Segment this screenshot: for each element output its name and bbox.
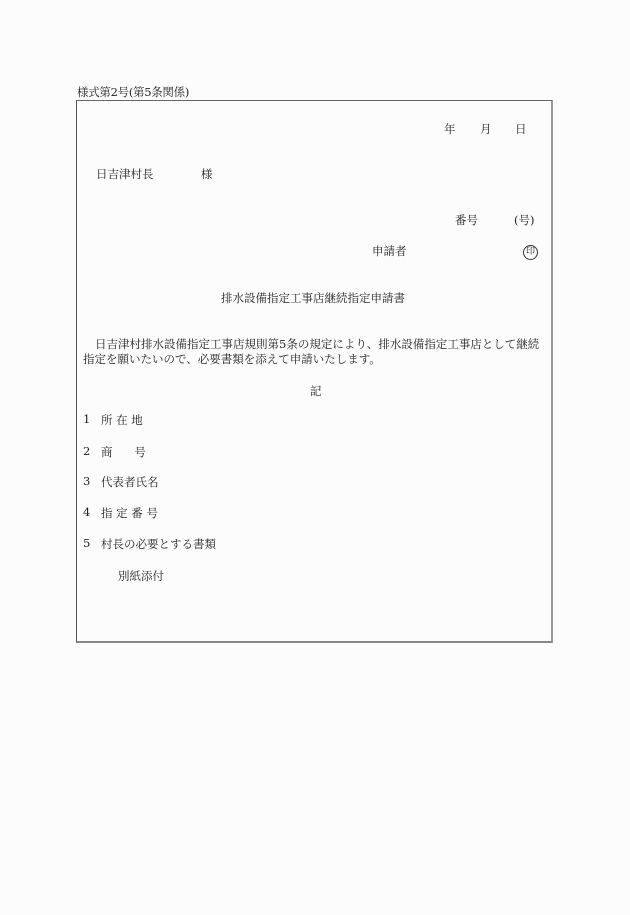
date-year: 年 — [444, 122, 456, 136]
document-title: 排水設備指定工事店継続指定申請書 — [221, 291, 405, 305]
attachment-note: 別紙添付 — [118, 569, 164, 583]
item-4-label-designation-number: 指 定 番 号 — [101, 506, 158, 520]
item-5-label-required-documents: 村長の必要とする書類 — [101, 537, 216, 551]
body-text-line1: 日吉津村排水設備指定工事店規則第5条の規定により、排水設備指定工事店として継続 — [95, 337, 540, 351]
body-text-line2: 指定を願いたいので、必要書類を添えて申請いたします。 — [83, 352, 381, 366]
item-2-label-trade-name: 商 号 — [101, 445, 146, 459]
number-suffix: (号) — [514, 213, 535, 227]
item-3-number: 3 — [83, 474, 91, 488]
applicant-label: 申請者 — [372, 244, 407, 258]
item-4-number: 4 — [83, 505, 91, 519]
date-month: 月 — [480, 122, 492, 136]
form-number-label: 様式第2号(第5条関係) — [77, 85, 190, 99]
item-1-label-location: 所 在 地 — [101, 413, 143, 427]
ki-heading: 記 — [310, 384, 322, 398]
addressee-honorific: 様 — [201, 167, 213, 181]
item-2-number: 2 — [83, 444, 91, 458]
addressee-name: 日吉津村長 — [96, 167, 154, 181]
item-5-number: 5 — [83, 536, 91, 550]
date-day: 日 — [515, 122, 527, 136]
item-3-label-representative: 代表者氏名 — [101, 475, 159, 489]
item-1-number: 1 — [83, 412, 91, 426]
number-label: 番号 — [455, 213, 478, 227]
seal-icon: 印 — [523, 245, 538, 260]
